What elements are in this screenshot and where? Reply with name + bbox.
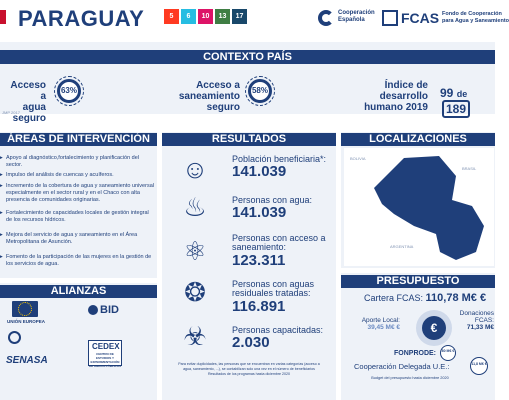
sdg-badge-icon: 10 <box>198 9 213 24</box>
result-label: Personas con acceso a saneamiento: <box>232 233 326 252</box>
sdg-badge-icon: 6 <box>181 9 196 24</box>
donaciones-label: Donaciones <box>459 310 494 317</box>
idh-value <box>440 86 495 118</box>
budget-title: PRESUPUESTO <box>341 275 495 288</box>
budget-local <box>352 317 400 331</box>
area-item: ▸ Apoyo al diagnóstico,fortalecimiento y planificación del sector. <box>6 155 156 169</box>
area-item: ▸ Incremento de la cobertura de agua y saneamiento universal especialmente en el sector rural y en el Chaco con alta presencia de comunidades originarias. <box>6 183 156 204</box>
fcas-name: FCAS <box>401 10 440 26</box>
sanitation-label-3: seguro <box>206 102 240 113</box>
cooperacion-espanola-logo <box>318 9 376 29</box>
fcas-donation-value: 71,33 M€ <box>466 324 494 331</box>
handshake-icon: ☣ <box>183 321 207 351</box>
idh-de: de <box>456 89 468 99</box>
water-label-1: Acceso a <box>10 80 46 102</box>
paraguay-map <box>344 148 494 266</box>
fonprode-label: FONPRODE: <box>394 350 436 357</box>
budget-donut <box>416 310 452 346</box>
fcas-sub1: Fondo de Cooperación <box>442 11 502 17</box>
result-value: 2.030 <box>232 334 270 351</box>
local-value: 39,45 M€ € <box>367 324 400 331</box>
results-title: RESULTADOS <box>162 133 336 146</box>
cartera-label: Cartera FCAS: <box>364 293 424 303</box>
sanitation-access-value: 58% <box>248 79 272 103</box>
partner-eu: UNIÓN EUROPEA <box>6 319 45 324</box>
cooperacion-logo-icon <box>318 10 334 26</box>
idh-rank: 99 <box>440 86 454 100</box>
result-label: Población beneficiaria*: <box>232 154 327 164</box>
map-label-argentina: ARGENTINA <box>390 244 414 249</box>
result-value: 116.891 <box>232 298 286 315</box>
locations-title: LOCALIZACIONES <box>341 133 495 146</box>
context-source: JMP 2017 <box>2 110 20 115</box>
idh-label <box>356 80 428 113</box>
area-item: ▸ Fomento de la participación de las mujeres en la gestión de los servicios de agua. <box>6 254 156 268</box>
delegada-value: 11,8 M€ € <box>470 357 488 375</box>
cedex-subtitle: CENTRO DE ESTUDIOS Y EXPERIMENTACIÓN DE OBRAS PÚBLICAS <box>89 352 122 368</box>
page-title: PARAGUAY <box>18 6 145 31</box>
partner-cedex: CEDEX <box>92 342 120 351</box>
areas-title: ÁREAS DE INTERVENCIÓN <box>0 133 157 146</box>
fcas-sub2: para Agua y Saneamiento <box>442 18 509 24</box>
fcas-logo <box>382 8 509 30</box>
footnote-line-1: Para evitar duplicidades, las personas que se encuentran en varias categorías (acceso a <box>178 362 320 366</box>
idh-label-2: desarrollo <box>379 91 428 102</box>
droplets-icon: ❂ <box>184 277 206 307</box>
coop-sub: Española <box>338 17 365 23</box>
partner-senasa: SENASA <box>6 355 48 366</box>
cartera-value: 110,78 M€ € <box>425 292 487 304</box>
result-label: Personas con aguas residuales tratadas: <box>232 279 315 298</box>
flag-icon <box>0 10 6 24</box>
sanitation-label-1: Acceso a <box>196 80 240 91</box>
water-access-value: 63% <box>57 79 81 103</box>
pipe-icon: ⚛ <box>183 236 207 266</box>
local-label: Aporte Local: <box>361 317 400 324</box>
partner-bid: BID <box>100 304 119 316</box>
water-access-label <box>6 80 46 124</box>
alliances-title: ALIANZAS <box>0 285 157 298</box>
coop-name: Cooperación <box>338 10 375 16</box>
result-value: 123.311 <box>232 252 286 269</box>
delegada-label: Cooperación Delegada U.E.: <box>354 362 450 371</box>
result-value: 141.039 <box>232 204 287 221</box>
paraguay-seal-icon <box>8 331 21 344</box>
idh-label-3: humano 2019 <box>364 102 428 113</box>
water-label-3: seguro <box>12 113 46 124</box>
euro-icon: € <box>422 316 446 340</box>
tap-icon: ♨ <box>183 192 207 222</box>
area-item: ▸ Impulso del análisis de cuencas y acuíferos. <box>6 172 156 179</box>
map-label-bolivia: BOLIVIA <box>350 156 366 161</box>
area-item: ▸ Mejora del servicio de agua y saneamiento en el Área Metropolitana de Asunción. <box>6 232 156 246</box>
context-title: CONTEXTO PAÍS <box>0 50 495 64</box>
bid-logo-icon <box>88 305 98 315</box>
map-label-brasil: BRASIL <box>462 166 477 171</box>
footnote-line-3: Resultados de los programas hasta diciembre 2020 <box>207 372 291 376</box>
sdg-badge-icon: 13 <box>215 9 230 24</box>
sanitation-label-2: saneamiento <box>178 91 240 102</box>
top-header <box>0 0 509 38</box>
fcas-logo-icon <box>382 10 398 26</box>
idh-label-1: Índice de <box>384 80 428 91</box>
sdg-badge-icon: 5 <box>164 9 179 24</box>
water-label-2: agua <box>22 102 46 113</box>
result-label: Personas capacitadas: <box>232 325 324 335</box>
budget-note: Budget del presupuesto hasta diciembre 2020 <box>371 376 449 380</box>
sdg-badge-icon: 17 <box>232 9 247 24</box>
people-icon: ☺ <box>181 154 209 184</box>
eu-flag-icon <box>12 301 38 317</box>
idh-total: 189 <box>442 100 470 118</box>
sanitation-access-label <box>176 80 240 113</box>
fonprode-value: 80 M€ € <box>440 345 456 361</box>
budget-fcas <box>458 310 494 331</box>
results-footnote <box>168 362 330 377</box>
footnote-line-2: agua, saneamiento, ...), se contabilizan solo una vez en el número de beneficiarios <box>183 367 315 371</box>
fcas-donation-label: FCAS: <box>474 317 494 324</box>
result-value: 141.039 <box>232 163 287 180</box>
result-label: Personas con agua: <box>232 195 313 205</box>
budget-cartera <box>364 292 486 304</box>
area-item: ▸ Fortalecimiento de capacidades locales de gestión integral de los recursos hídricos. <box>6 210 156 224</box>
